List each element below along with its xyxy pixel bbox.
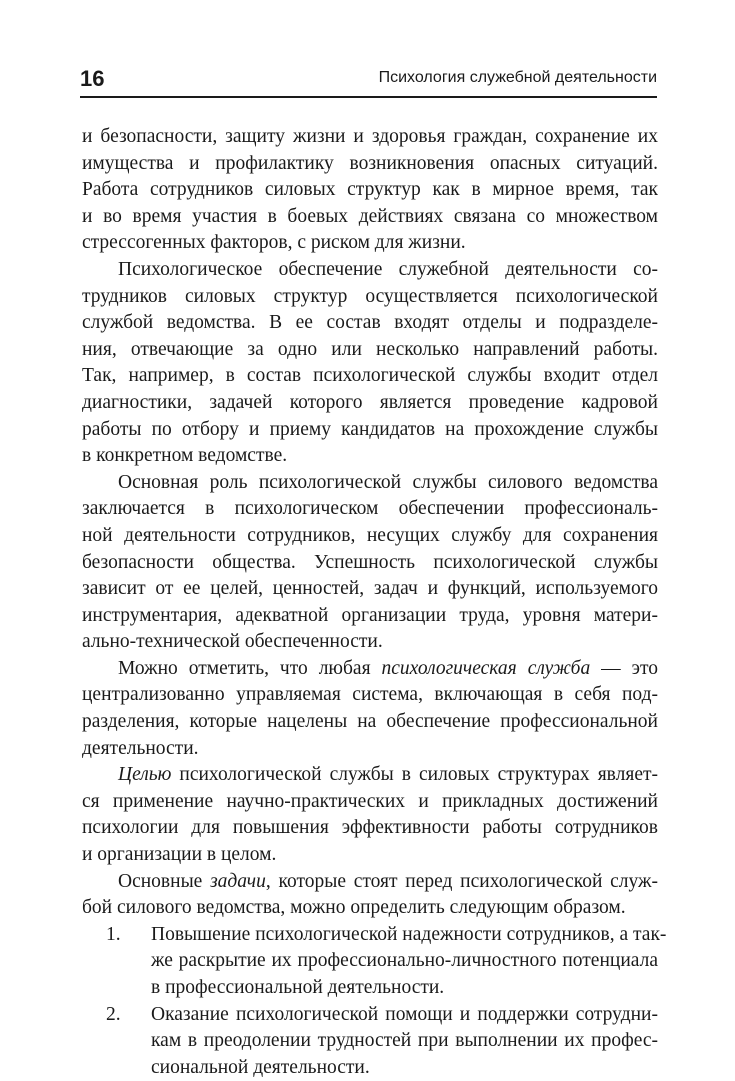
text-line: Работа сотрудников силовых структур как в мирное время, так bbox=[82, 179, 658, 201]
text-line: и во время участия в боевых действиях связана со множеством bbox=[82, 205, 658, 227]
text-line bbox=[82, 656, 658, 683]
paragraph-3 bbox=[82, 470, 658, 656]
text-line: ной деятельности сотрудников, несущих службу для сохранения bbox=[82, 524, 658, 546]
emphasis-term: Целью bbox=[118, 764, 172, 786]
text-line: Психологическое обеспечение служебной деятельности со- bbox=[118, 258, 658, 280]
text-line: в профессиональной деятельности. bbox=[151, 977, 445, 998]
text-line: и безопасности, защиту жизни и здоровья граждан, сохранение их bbox=[82, 126, 658, 147]
list-item bbox=[82, 1002, 658, 1081]
paragraph-5 bbox=[82, 762, 658, 868]
text-run: Можно отметить, что любая bbox=[118, 657, 382, 679]
text-line: ся применение научно-практических и прикладных достижений bbox=[82, 790, 658, 812]
text-line: кам в преодолении трудностей при выполнении их профес- bbox=[151, 1030, 658, 1052]
text-line: Оказание психологической помощи и поддержки сотрудни- bbox=[151, 1003, 658, 1025]
text-line: Основная роль психологической службы силового ведомства bbox=[118, 471, 658, 493]
text-line bbox=[82, 869, 658, 896]
emphasis-term: задачи bbox=[210, 870, 266, 892]
text-line: ально-технической обеспеченности. bbox=[82, 631, 383, 653]
text-line: безопасности общества. Успешность психологической службы bbox=[82, 551, 658, 573]
text-line: централизованно управляемая система, включающая в себя под- bbox=[82, 684, 658, 706]
text-line: ния, отвечающие за одно или несколько направлений работы. bbox=[82, 338, 658, 360]
text-line: бой силового ведомства, можно определить следующим образом. bbox=[82, 897, 626, 919]
text-line: Повышение психологической надежности сотрудников, а так- bbox=[151, 923, 667, 945]
text-line: в конкретном ведомстве. bbox=[82, 445, 288, 467]
text-line: службой ведомства. В ее состав входят отделы и подразделе- bbox=[82, 312, 658, 334]
paragraph-4 bbox=[82, 656, 658, 762]
page-body bbox=[82, 124, 667, 1081]
text-line: трудников силовых структур осуществляется психологической bbox=[82, 285, 658, 307]
running-title: Психология служебной деятельности bbox=[378, 69, 657, 86]
text-line: сиональной деятельности. bbox=[151, 1056, 370, 1078]
list-number: 1. bbox=[106, 923, 121, 945]
text-line: стрессогенных факторов, с риском для жизни. bbox=[82, 232, 466, 254]
text-line: имущества и профилактику возникновения опасных ситуаций. bbox=[82, 152, 658, 174]
list-item bbox=[82, 922, 667, 1002]
text-line: разделения, которые нацелены на обеспечение профессиональной bbox=[82, 711, 658, 733]
list-number: 2. bbox=[106, 1003, 121, 1025]
text-line: зависит от ее целей, ценностей, задач и функций, используемого bbox=[82, 578, 658, 600]
text-line: работы по отбору и приему кандидатов на прохождение службы bbox=[82, 418, 658, 440]
text-run: психологической службы в силовых структурах являет- bbox=[171, 764, 658, 786]
text-line: заключается в психологическом обеспечении профессиональ- bbox=[82, 498, 658, 520]
paragraph-6 bbox=[82, 869, 658, 922]
text-run: — это bbox=[590, 657, 658, 679]
text-run: , которые стоят перед психологической служ- bbox=[265, 870, 658, 892]
text-line: психологии для повышения эффективности работы сотрудников bbox=[82, 817, 658, 839]
paragraph-2 bbox=[82, 257, 658, 470]
text-line: Так, например, в состав психологической службы входит отдел bbox=[82, 365, 658, 387]
text-line: диагностики, задачей которого является проведение кадровой bbox=[82, 391, 658, 413]
text-line: инструментария, адекватной организации труда, уровня матери- bbox=[82, 604, 658, 626]
text-line: деятельности. bbox=[82, 737, 199, 759]
paragraph-1 bbox=[82, 124, 658, 257]
text-line: и организации в целом. bbox=[82, 844, 277, 866]
text-run: Основные bbox=[118, 870, 211, 892]
emphasis-term: психологическая служба bbox=[381, 657, 591, 679]
text-line: же раскрытие их профессионально-личностного потенциала bbox=[151, 950, 658, 972]
text-line bbox=[82, 762, 658, 789]
running-header bbox=[80, 62, 657, 98]
page-number: 16 bbox=[80, 66, 105, 91]
